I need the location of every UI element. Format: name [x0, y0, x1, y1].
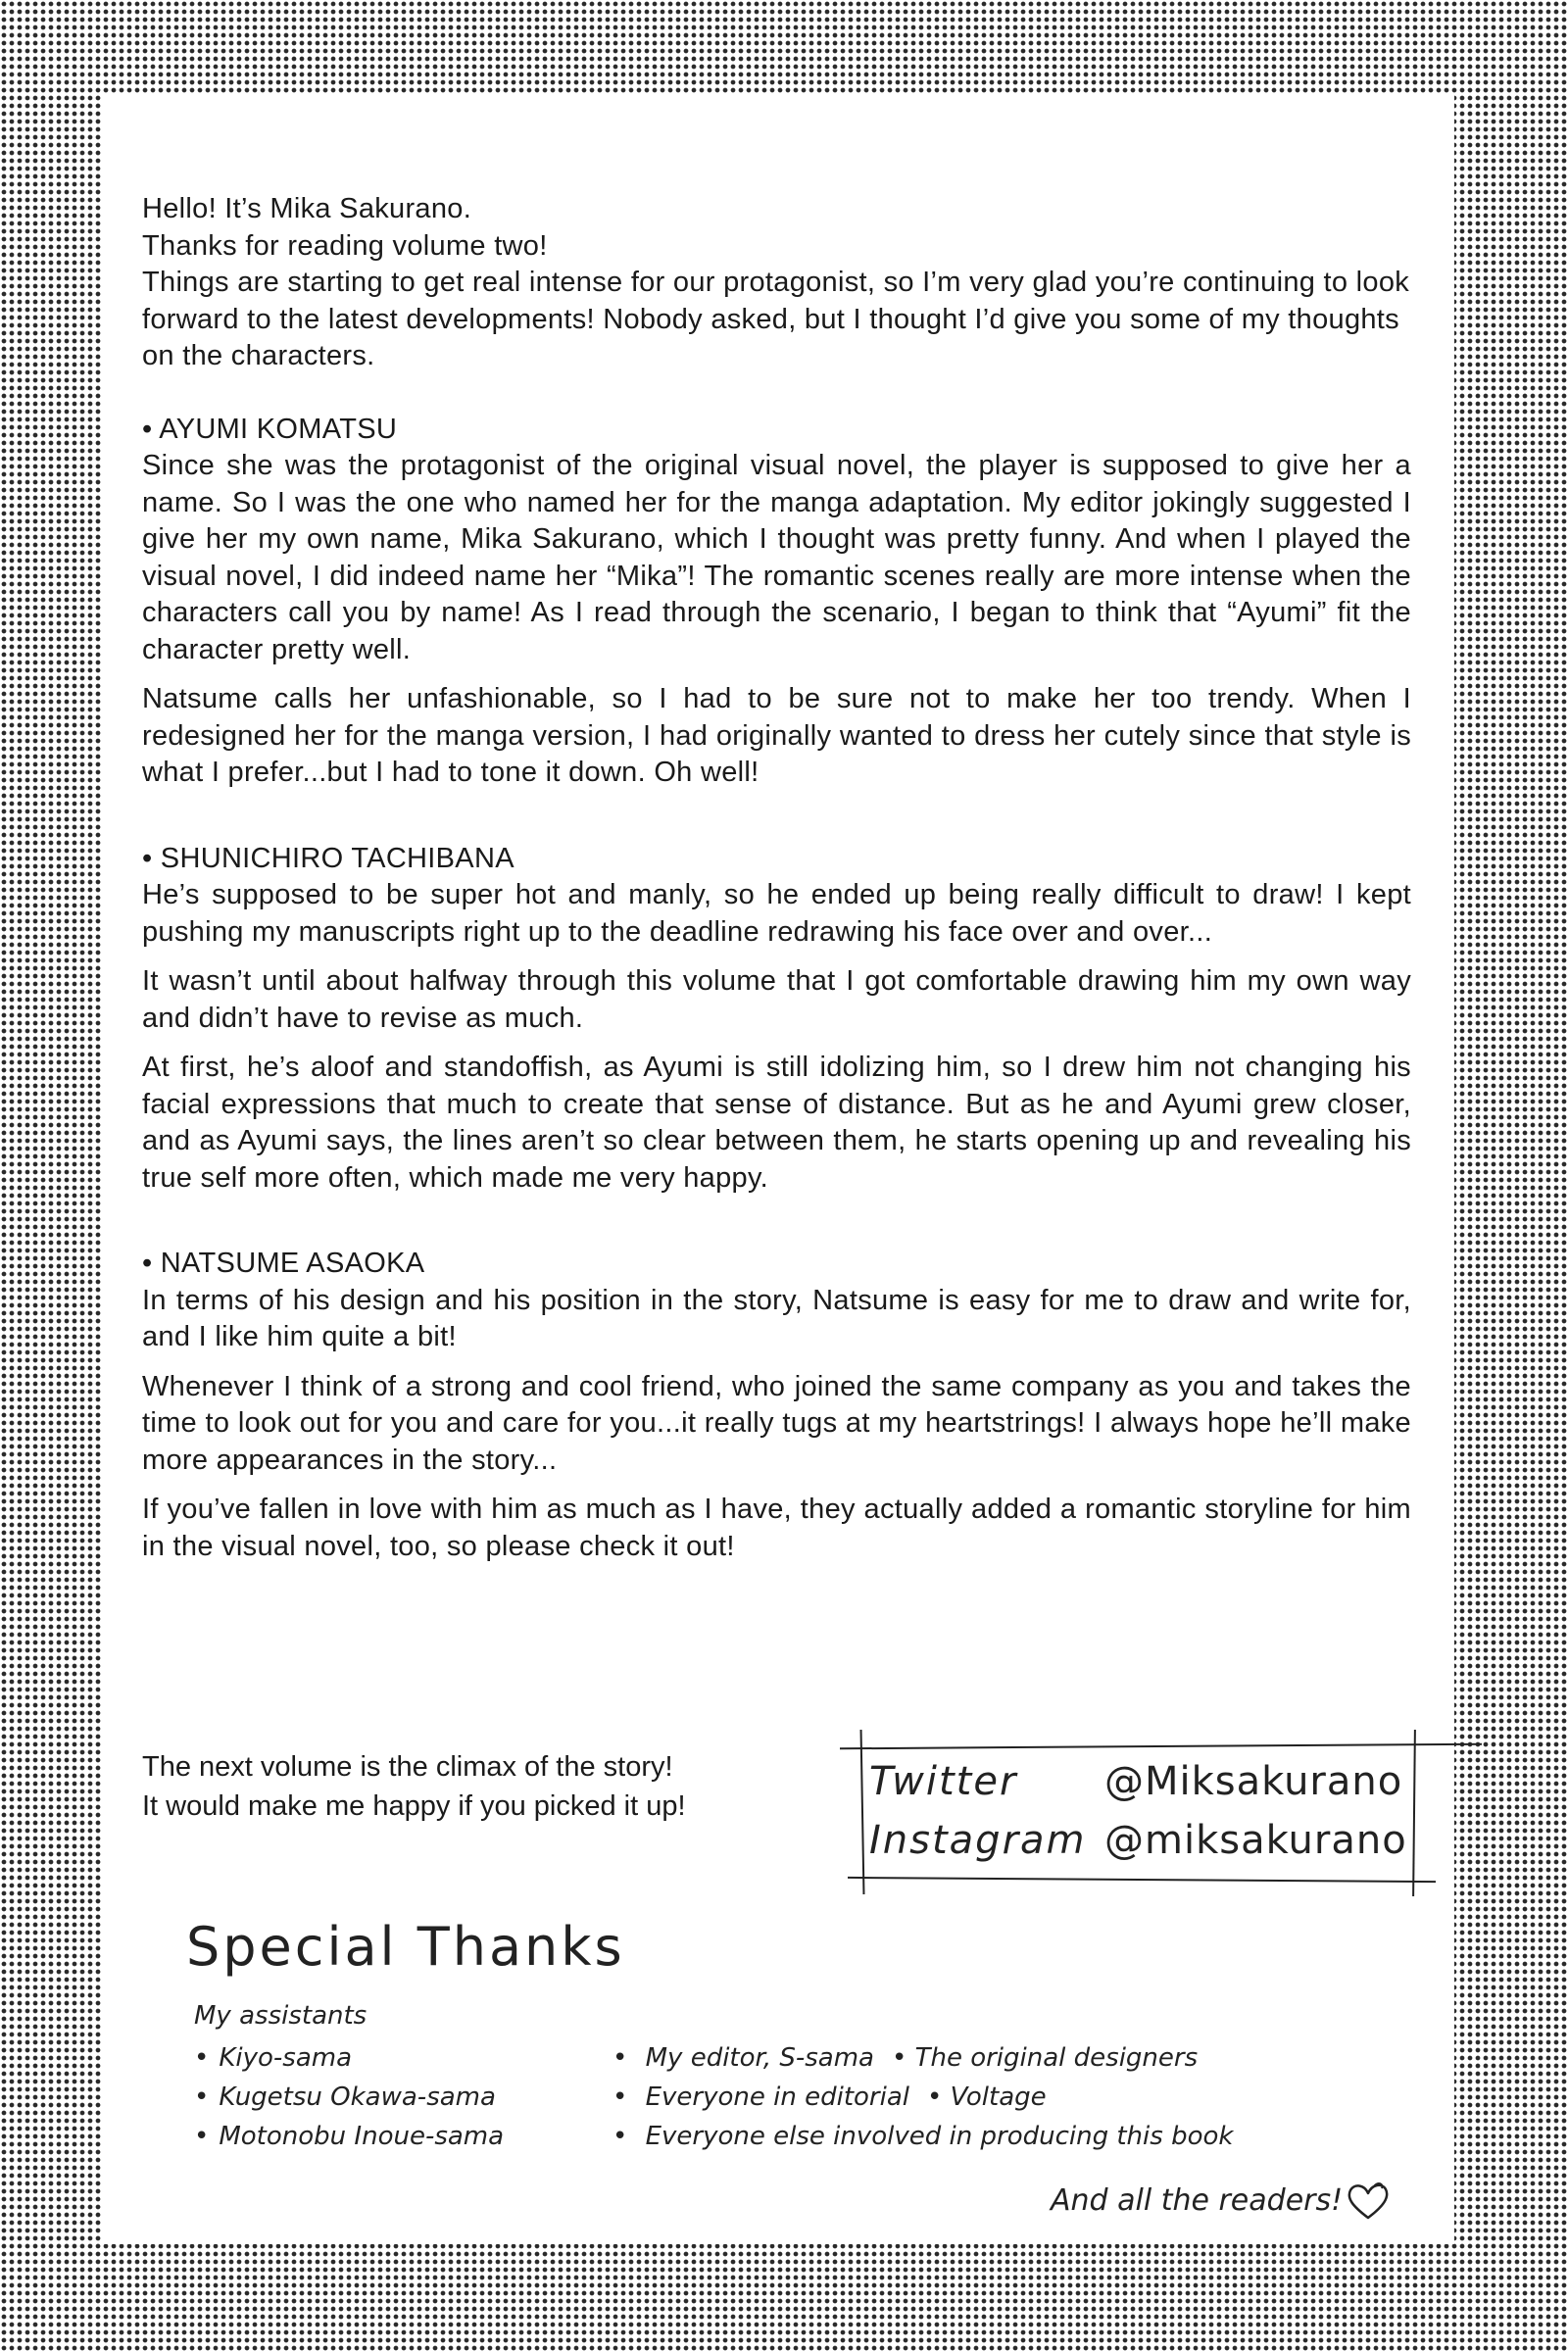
section-paragraph: Whenever I think of a strong and cool friend, who joined the same company as you and takes the time to look out for you and care for you...it really tugs at my heartstrings! I always hope he’ll make more appearances in the story... [142, 1370, 1411, 1476]
section-paragraph: It wasn’t until about halfway through this volume that I got comfortable drawing him my own way and didn’t have to revise as much. [142, 965, 1411, 1034]
section-paragraph: Natsume calls her unfashionable, so I had to be sure not to make her too trendy. When I redesigned her for the manga version, I had originally wanted to dress her cutely since that style is what I prefer...but I had to tone it down. Oh well! [142, 683, 1411, 788]
instagram-label: Instagram [869, 1818, 1087, 1863]
heart-icon [1345, 2180, 1392, 2222]
list-item: • Motonobu Inoue-sama [194, 2117, 504, 2156]
section-paragraph: At first, he’s aloof and standoffish, as Ayumi is still idolizing him, so I drew him not changing his facial expressions that much to create that sense of distance. But as he and Ayumi grew closer, and as Ayumi says, the lines aren’t so clear between them, he starts opening up and revealing his true self more often, which made me very happy. [142, 1052, 1411, 1194]
section-paragraph: Since she was the protagonist of the original visual novel, the player is supposed to give her a name. So I was the one who named her for the manga adaptation. My editor jokingly suggested I give her my own name, Mika Sakurano, which I thought was pretty funny. And when I played the visual novel, I did indeed name her “Mika”! The romantic scenes really are more intense when the characters call you by name! As I read through the scenario, I began to think that “Ayumi” fit the character pretty well. [142, 450, 1411, 665]
box-line-right [1412, 1730, 1416, 1896]
box-line-bottom [848, 1877, 1436, 1883]
list-item: • Kugetsu Okawa-sama [194, 2078, 504, 2117]
instagram-handle[interactable]: @miksakurano [1104, 1818, 1407, 1863]
box-line-left [860, 1730, 865, 1894]
list-item: • Kiyo-sama [194, 2038, 504, 2078]
intro-paragraph: Things are starting to get real intense for our protagonist, so I’m very glad you’re continuing to look forward to the latest developments! Nobody asked, but I thought I’d give you some of my thoughts on the characters. [142, 267, 1410, 371]
closing-line: It would make me happy if you picked it up! [142, 1790, 686, 1822]
twitter-handle[interactable]: @Miksakurano [1104, 1759, 1403, 1804]
section-paragraph: He’s supposed to be super hot and manly, so he ended up being really difficult to draw! I kept pushing my manuscripts right up to the deadline redrawing his face over and over... [142, 879, 1411, 948]
section-heading-ayumi: • AYUMI KOMATSU [142, 413, 398, 445]
section-heading-shunichiro: • SHUNICHIRO TACHIBANA [142, 842, 514, 874]
section-paragraph: In terms of his design and his position in the story, Natsume is easy for me to draw and write for, and I like him quite a bit! [142, 1284, 1411, 1352]
box-line-top [840, 1743, 1482, 1750]
readers-thanks: And all the readers! [1051, 2183, 1344, 2218]
closing-line: The next volume is the climax of the story! [142, 1751, 673, 1783]
instagram-row [869, 1818, 1407, 1863]
greeting-line: Hello! It’s Mika Sakurano. [142, 193, 472, 224]
thanks-list [612, 2038, 1233, 2156]
section-heading-natsume: • NATSUME ASAOKA [142, 1248, 425, 1279]
section-paragraph: If you’ve fallen in love with him as much as I have, they actually added a romantic storyline for him in the visual novel, too, so please check it out! [142, 1494, 1411, 1562]
social-box [840, 1730, 1487, 1901]
special-thanks-title: Special Thanks [186, 1916, 625, 1978]
closing-note [142, 1747, 818, 1826]
assistants-list [194, 2038, 504, 2156]
thanks-line: Thanks for reading volume two! [142, 229, 548, 262]
list-item: • My editor, S-sama • The original designers [612, 2038, 1233, 2078]
afterword-text [142, 191, 1411, 1565]
twitter-label: Twitter [869, 1759, 1018, 1804]
list-item: • Everyone else involved in producing this book [612, 2117, 1233, 2156]
assistants-heading: My assistants [194, 2001, 368, 2031]
twitter-row [869, 1759, 1402, 1804]
list-item: • Everyone in editorial • Voltage [612, 2078, 1233, 2117]
